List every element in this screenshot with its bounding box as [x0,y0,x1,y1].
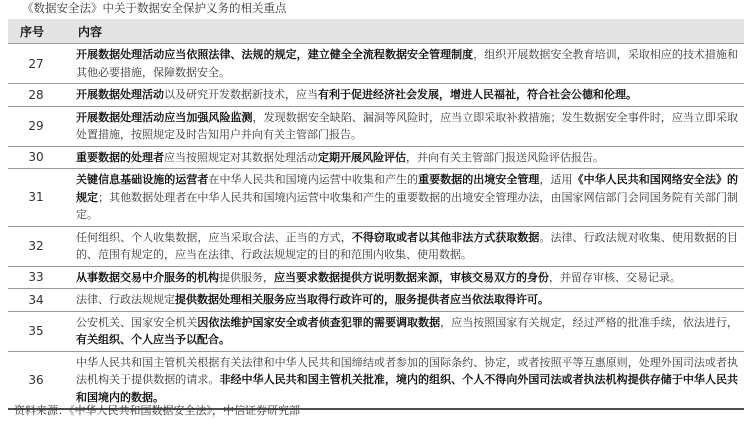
content-text: ，发现数据安全缺陷、漏洞等风险时，应当立即采取补救措施；发生数据安全事件时，应当立即采取处置措施，按照规定及时告知用户并向有关主管部门报告。 [76,110,739,141]
emphasized-text: 开展数据处理活动应当加强风险监测 [76,110,253,124]
table-row [8,311,744,351]
table-row [8,84,744,107]
row-number: 27 [8,44,64,84]
row-content [64,266,744,289]
table-row [8,169,744,227]
emphasized-text: 重要数据的处理者 [76,150,164,164]
table-title: 《数据安全法》中关于数据安全保护义务的相关重点 [22,1,287,15]
emphasized-text: 从事数据交易中介服务的机构 [76,270,219,284]
row-content [64,311,744,351]
header-row [8,19,744,44]
emphasized-text: 有利于促进经济社会发展，增进人民福祉，符合社会公德和伦理。 [318,88,637,101]
row-content [64,146,744,169]
row-number: 36 [8,351,64,409]
emphasized-text: 有关组织、个人应当予以配合。 [76,333,230,346]
row-number: 33 [8,266,64,289]
content-text: ；其他数据处理者在中华人民共和国境内运营中收集和产生的重要数据的出境安全管理办法，由国家网信部门会同国务院有关部门制定。 [76,190,739,221]
table-row [8,351,744,409]
content-text: 任何组织、个人收集数据，应当采取合法、正当的方式， [76,230,352,244]
table-row [8,44,744,84]
row-number: 29 [8,106,64,146]
column-header-number: 序号 [20,24,45,39]
row-number: 35 [8,311,64,351]
content-text: ，适用 [539,173,573,186]
emphasized-text: 开展数据处理活动应当依照法律、法规的规定，建立健全全流程数据安全管理制度 [76,48,474,61]
source-note: 资料来源：《中华人民共和国数据安全法》，中信证券研究部 [14,404,300,417]
content-text: 法律、行政法规规定 [76,293,175,306]
content-text: ，组织开展数据安全教育培训，采取相应的技术措施和其他必要措施，保障数据安全。 [76,48,738,79]
content-text: 应当按照规定对其数据处理活动 [164,150,318,164]
row-number: 32 [8,226,64,266]
column-header-content: 内容 [78,24,103,39]
content-text: 以及研究开发数据新技术，应当 [164,88,318,101]
table-row [8,289,744,312]
emphasized-text: 关键信息基础设施的运营者 [76,173,209,186]
content-text: 在中华人民共和国境内运营中收集和产生的 [208,173,419,186]
content-text: 中华人民共和国主管机关根据有关法律和中华人民共和国缔结或者参加的国际条约、协定，或者按照平等互惠原则，处理外国司法或者执法机构关于提供数据的请求。 [76,355,738,386]
emphasized-text: 提供数据处理相关服务应当取得行政许可的，服务提供者应当依法取得许可。 [175,293,549,306]
emphasized-text: 开展数据处理活动 [76,88,164,101]
content-text: 。法律、行政法规对收集、使用数据的目的、范围有规定的，应当在法律、行政法规规定的目的和范围内收集、使用数据。 [76,230,739,261]
emphasized-text: 因依法维护国家安全或者侦查犯罪的需要调取数据 [197,315,441,329]
row-content [64,226,744,266]
row-number: 30 [8,146,64,169]
row-content [64,169,744,227]
emphasized-text: 重要数据的出境安全管理 [418,173,540,186]
table-body [8,44,744,410]
emphasized-text: 定期开展风险评估 [318,150,406,164]
row-content [64,44,744,84]
emphasized-text: 不得窃取或者以其他非法方式获取数据 [351,230,540,244]
row-number: 31 [8,169,64,227]
row-number: 28 [8,84,64,107]
emphasized-text: 非经中华人民共和国主管机关批准，境内的组织、个人不得向外国司法或者执法机构提供存储于中华人民共和国境内的数据。 [76,373,739,404]
row-content [64,289,744,312]
content-text: ，应当按照国家有关规定，经过严格的批准手续，依法进行， [440,315,739,329]
row-content [64,106,744,146]
row-content [64,351,744,409]
table-header [8,19,744,44]
table-row [8,146,744,169]
content-text: 提供服务， [219,270,274,284]
row-number: 34 [8,289,64,312]
content-text: ，并留存审核、交易记录。 [549,270,681,284]
content-text: ，并向有关主管部门报送风险评估报告。 [406,150,604,164]
emphasized-text: 应当要求数据提供方说明数据来源，审核交易双方的身份 [274,270,549,284]
content-text: 公安机关、国家安全机关 [76,315,198,329]
data-security-table [8,19,744,410]
row-content [64,84,744,107]
emphasized-text: 《中华人民共和国网络安全法》的规定 [76,173,739,204]
table-row [8,266,744,289]
table-row [8,106,744,146]
table-row [8,226,744,266]
